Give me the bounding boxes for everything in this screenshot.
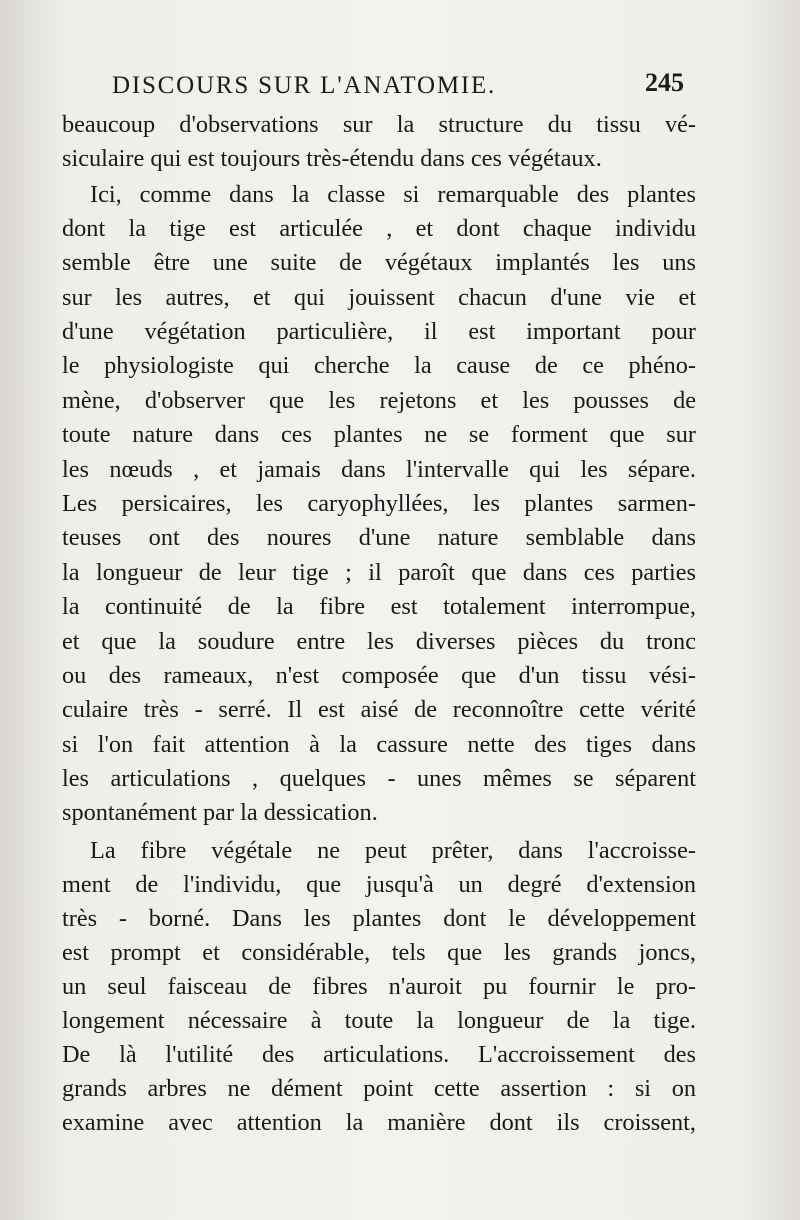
text-line: sur les autres, et qui jouissent chacun d'une vie et [62, 284, 696, 311]
text-line: longement nécessaire à toute la longueur de la tige. [62, 1007, 696, 1034]
text-line: ment de l'individu, que jusqu'à un degré d'extension [62, 871, 696, 898]
text-line: la longueur de leur tige ; il paroît que dans ces parties [62, 559, 696, 586]
page-number: 245 [645, 68, 684, 97]
text-line: la continuité de la fibre est totalement interrompue, [62, 593, 696, 620]
text-line: si l'on fait attention à la cassure nette des tiges dans [62, 731, 696, 758]
text-line: et que la soudure entre les diverses pièces du tronc [62, 628, 696, 655]
text-line: culaire très - serré. Il est aisé de reconnoître cette vérité [62, 696, 696, 723]
text-line: examine avec attention la manière dont ils croissent, [62, 1109, 696, 1136]
text-line: Les persicaires, les caryophyllées, les plantes sarmen- [62, 490, 696, 517]
text-line: spontanément par la dessication. [62, 799, 378, 826]
text-line: semble être une suite de végétaux implantés les uns [62, 249, 696, 276]
text-line: les nœuds , et jamais dans l'intervalle qui les sépare. [62, 456, 696, 483]
text-line: La fibre végétale ne peut prêter, dans l'accroisse- [90, 837, 696, 864]
text-line: Ici, comme dans la classe si remarquable des plantes [90, 181, 696, 208]
text-line: De là l'utilité des articulations. L'accroissement des [62, 1041, 696, 1068]
text-line: les articulations , quelques - unes mêmes se séparent [62, 765, 696, 792]
text-line: siculaire qui est toujours très-étendu dans ces végétaux. [62, 145, 602, 172]
text-line: teuses ont des noures d'une nature semblable dans [62, 524, 696, 551]
text-line: le physiologiste qui cherche la cause de ce phéno- [62, 352, 696, 379]
text-line: est prompt et considérable, tels que les grands joncs, [62, 939, 696, 966]
text-line: mène, d'observer que les rejetons et les pousses de [62, 387, 696, 414]
running-title: DISCOURS SUR L'ANATOMIE. [112, 72, 497, 99]
running-head [112, 68, 684, 104]
text-line: d'une végétation particulière, il est important pour [62, 318, 696, 345]
text-line: toute nature dans ces plantes ne se forment que sur [62, 421, 696, 448]
text-line: grands arbres ne dément point cette assertion : si on [62, 1075, 696, 1102]
text-line: très - borné. Dans les plantes dont le développement [62, 905, 696, 932]
text-line: un seul faisceau de fibres n'auroit pu fournir le pro- [62, 973, 696, 1000]
text-line: dont la tige est articulée , et dont chaque individu [62, 215, 696, 242]
text-line: beaucoup d'observations sur la structure du tissu vé- [62, 111, 696, 138]
text-line: ou des rameaux, n'est composée que d'un tissu vési- [62, 662, 696, 689]
